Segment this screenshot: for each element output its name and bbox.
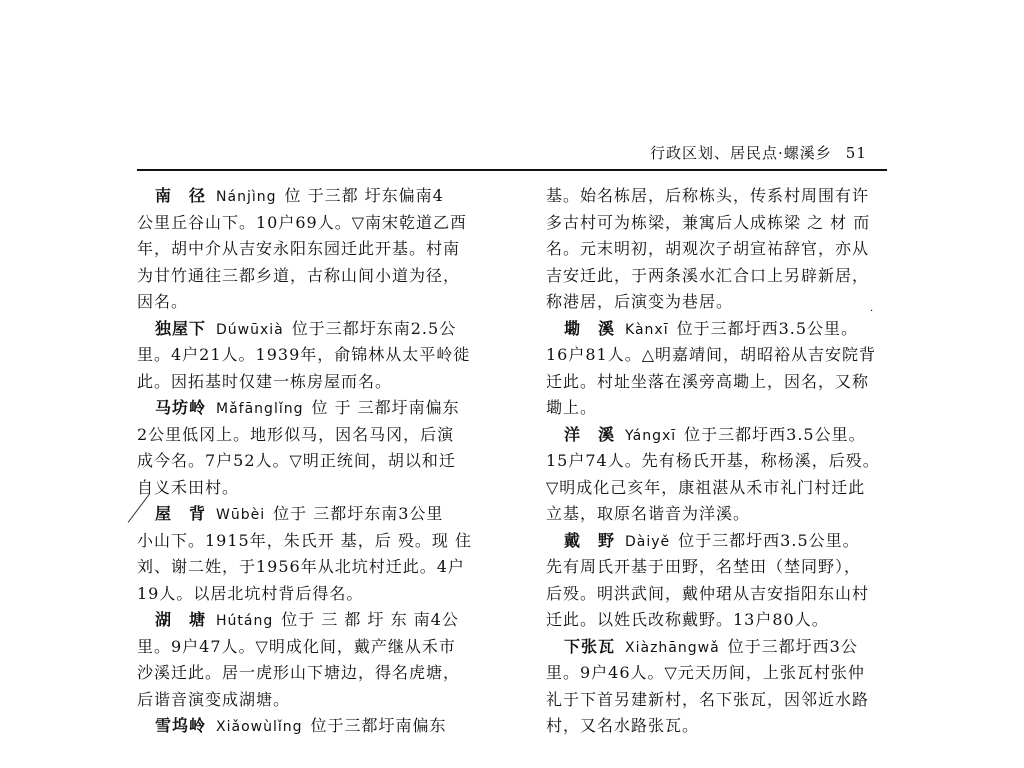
entry-pinyin: Dàiyě: [625, 533, 671, 550]
entry-head-line: [137, 713, 515, 740]
text-line: [546, 475, 924, 502]
line-text: 里。9户47人。▽明成化间，戴产继从禾市: [137, 636, 456, 656]
line-text: 村，又名水路张瓦。: [546, 716, 700, 735]
text-line: [546, 448, 924, 475]
text-line: [546, 581, 924, 608]
text-line: [137, 581, 515, 608]
text-line: [546, 210, 924, 237]
entry-head-line: [546, 422, 924, 449]
text-line: [137, 263, 515, 290]
line-text: 后殁。明洪武间，戴仲珺从吉安指阳东山村: [546, 583, 870, 603]
text-line: [546, 263, 924, 290]
text-line: [546, 687, 924, 714]
text-line: [137, 448, 515, 475]
line-text: 礼于下首另建新村，名下张瓦，因邻近水路: [546, 689, 870, 709]
line-text: 位于 三 都 圩 东 南4公: [281, 610, 459, 629]
running-header: [650, 142, 867, 163]
line-text: 成今名。7户52人。▽明正统间，胡以和迁: [137, 451, 456, 470]
right-column: [546, 183, 924, 740]
entry-head-line: [546, 316, 924, 343]
line-text: 19人。以居北坑村背后得名。: [137, 583, 364, 603]
entry-headword: 下张瓦: [564, 636, 616, 656]
line-text: 15户74人。先有杨氏开基，称杨溪，后殁。: [546, 451, 880, 470]
line-text: 多古村可为栋梁，兼寓后人成栋梁 之 材 而: [546, 212, 871, 232]
entry-headword: 独屋下: [155, 318, 207, 338]
entry-head-line: [546, 528, 924, 555]
line-text: 位于三都圩南偏东: [310, 716, 447, 735]
text-line: [546, 607, 924, 634]
line-text: 小山下。1915年，朱氏开 基，后 殁。现 住: [137, 530, 472, 550]
text-line: [137, 660, 515, 687]
line-text: 名。元末明初，胡观次子胡宣祐辞官，亦从: [546, 239, 870, 258]
left-column: [137, 183, 515, 740]
entry-head-line: [137, 501, 515, 528]
line-text: 迁此。村址坐落在溪旁高墈上，因名，又称: [546, 371, 870, 391]
line-text: 里。9户46人。▽元天历间，上张瓦村张仲: [546, 663, 865, 682]
text-line: [546, 236, 924, 263]
line-text: 位于 三都圩东南3公里: [273, 504, 444, 523]
entry-pinyin: Yángxī: [625, 427, 677, 444]
entry-head-line: [546, 634, 924, 661]
entry-headword: 洋 溪: [564, 424, 616, 444]
entry-headword: 马坊岭: [155, 398, 207, 417]
text-line: [137, 634, 515, 661]
stray-dot: ·: [870, 306, 874, 317]
line-text: 先有周氏开基于田野，名埜田（埜同野），: [546, 557, 862, 576]
text-line: [137, 422, 515, 449]
line-text: 基。始名栋居，后称栋头，传系村周围有许: [546, 186, 870, 205]
line-text: ▽明成化己亥年，康祖湛从禾市礼门村迁此: [546, 477, 866, 497]
entry-head-line: [137, 395, 515, 422]
line-text: 里。4户21人。1939年，俞锦林从太平岭徙: [137, 345, 471, 364]
text-line: [546, 289, 924, 316]
line-text: 后谐音演变成湖塘。: [137, 689, 291, 709]
text-line: [546, 501, 924, 528]
text-line: [546, 554, 924, 581]
line-text: 沙溪迁此。居一虎形山下塘边，得名虎塘，: [137, 663, 461, 682]
line-text: 称港居，后演变为巷居。: [546, 292, 734, 311]
text-line: [137, 210, 515, 237]
line-text: 位 于三都 圩东偏南4: [284, 186, 444, 205]
page-number: 51: [845, 144, 867, 162]
text-line: [546, 713, 924, 740]
text-line: [546, 183, 924, 210]
text-line: [137, 289, 515, 316]
line-text: 2公里低冈上。地形似马，因名马冈，后演: [137, 424, 455, 444]
header-rule: [137, 169, 887, 171]
text-line: [137, 687, 515, 714]
line-text: 公里丘谷山下。10户69人。▽南宋乾道乙酉: [137, 212, 468, 232]
line-text: 位 于 三都圩南偏东: [311, 398, 460, 417]
entry-head-line: [137, 607, 515, 634]
entry-headword: 雪坞岭: [155, 716, 207, 735]
line-text: 位于三都圩西3公: [727, 636, 858, 656]
entry-pinyin: Xiàzhāngwǎ: [625, 639, 720, 656]
line-text: 吉安迁此，于两条溪水汇合口上另辟新居，: [546, 265, 870, 285]
line-text: 为甘竹通往三都乡道，古称山间小道为径，: [137, 265, 461, 285]
text-line: [137, 528, 515, 555]
text-line: [137, 554, 515, 581]
line-text: 刘、谢二姓，于1956年从北坑村迁此。4户: [137, 557, 465, 576]
entry-headword: 南 径: [155, 186, 207, 205]
line-text: 年，胡中介从吉安永阳东园迁此开基。村南: [137, 239, 461, 258]
text-line: [546, 660, 924, 687]
header-title: 行政区划、居民点·螺溪乡: [650, 144, 832, 162]
text-line: [137, 369, 515, 396]
entry-pinyin: Wūbèi: [216, 507, 266, 523]
line-text: 迁此。以姓氏改称戴野。13户80人。: [546, 610, 829, 629]
entry-headword: 墈 溪: [564, 318, 616, 338]
line-text: 位于三都圩东南2.5公: [291, 318, 457, 338]
entry-pinyin: Xiǎowùlǐng: [216, 719, 303, 735]
text-line: [137, 342, 515, 369]
text-line: [546, 342, 924, 369]
line-text: 位于三都圩西3.5公里。: [678, 530, 860, 550]
line-text: 位于三都圩西3.5公里。: [684, 424, 866, 444]
entry-headword: 屋 背: [155, 504, 207, 523]
line-text: 立基，取原名谐音为洋溪。: [546, 504, 751, 523]
line-text: 自义禾田村。: [137, 477, 240, 497]
entry-pinyin: Dúwūxià: [216, 321, 284, 338]
entry-pinyin: Nánjìng: [216, 189, 277, 205]
text-line: [137, 475, 515, 502]
line-text: 因名。: [137, 292, 189, 311]
text-line: [546, 369, 924, 396]
line-text: 位于三都圩西3.5公里。: [676, 318, 859, 338]
line-text: 此。因拓基时仅建一栋房屋而名。: [137, 371, 393, 391]
entry-pinyin: Kànxī: [625, 321, 669, 338]
entry-headword: 湖 塘: [155, 610, 207, 629]
entry-pinyin: Hútáng: [216, 613, 274, 629]
text-line: [137, 236, 515, 263]
line-text: 16户81人。△明嘉靖间，胡昭裕从吉安院背: [546, 345, 877, 364]
entry-headword: 戴 野: [564, 530, 616, 550]
entry-pinyin: Mǎfānglǐng: [216, 401, 304, 417]
entry-head-line: [137, 183, 515, 210]
text-line: [546, 395, 924, 422]
line-text: 墈上。: [546, 398, 598, 417]
entry-head-line: [137, 316, 515, 343]
